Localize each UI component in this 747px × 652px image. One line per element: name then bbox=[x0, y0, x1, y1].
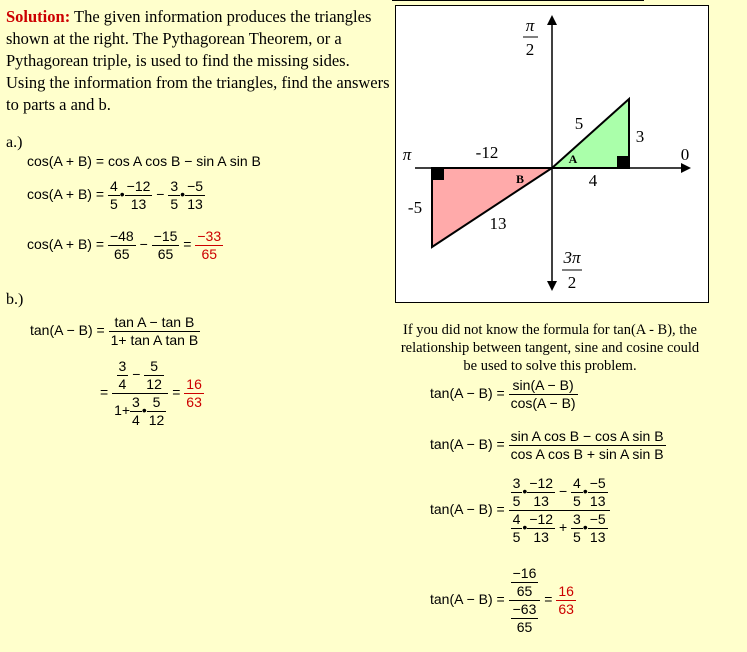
solution-label: Solution: bbox=[6, 7, 71, 26]
part-b-result: $\frac{16}{63}$ bbox=[186, 376, 202, 410]
lhs: tan(A − B) = bbox=[430, 591, 505, 608]
part-b-line-2: = $\frac{3}{4}$ − $\frac{5}{12}$ 1+ $\frac{3}{4}$ • $\frac{5}{12}$ = $\frac{16}{63}$ bbox=[100, 358, 202, 428]
alt-line-3: tan(A − B) = $\frac{3}{5}$ • $\frac{-12}{13}$ − $\frac{4}{5}$ • $\frac{-5}{13}$ $\frac{4}{5}$ • $\frac{-12}{13}$ + $\frac{3}{5}$ • $\frac{-5}{13}$ bbox=[430, 475, 610, 546]
alt-line-1: tan(A − B) = $\frac{\sin(A - B)}{\cos(A - B)}$ bbox=[430, 377, 576, 411]
triangle-diagram bbox=[395, 5, 709, 303]
fraction: $\frac{-15}{65}$ bbox=[153, 228, 178, 262]
pi-over-2-num: π bbox=[525, 16, 535, 35]
fraction: $\frac{-5}{13}$ bbox=[187, 178, 204, 212]
lhs: tan(A − B) = bbox=[430, 436, 505, 453]
alt-result: $\frac{16}{63}$ bbox=[558, 583, 574, 617]
pi-over-2-den: 2 bbox=[525, 40, 535, 59]
complex-fraction: $\frac{3}{4}$ − $\frac{5}{12}$ 1+ $\frac{3}{4}$ • $\frac{5}{12}$ bbox=[112, 358, 168, 429]
alt-line-2: tan(A − B) = $\frac{\text{sin A cos B − cos A sin B}}{\text{cos A cos B + sin A sin B}}$ bbox=[430, 428, 664, 462]
angle-A-label: A bbox=[568, 152, 578, 166]
part-a-result: $\frac{-33}{65}$ bbox=[197, 228, 222, 262]
fraction: $\frac{3}{5}$ bbox=[170, 178, 179, 212]
alternate-method-note: If you did not know the formula for tan(A - B), the relationship between tangent, sine and cosine could be used to solve this problem. bbox=[400, 322, 700, 374]
hyp-5: 5 bbox=[574, 114, 584, 133]
part-b-label: b.) bbox=[6, 291, 24, 308]
zero-label: 0 bbox=[680, 145, 690, 164]
side-neg5: -5 bbox=[407, 198, 423, 217]
side-3: 3 bbox=[635, 127, 645, 146]
formula-fraction: $\frac{\text{tan A − tan B}}{\text{1+ tan A tan B}}$ bbox=[110, 314, 199, 348]
right-angle-marker-B bbox=[432, 168, 444, 180]
lhs: cos(A + B) = bbox=[27, 153, 105, 169]
hyp-13: 13 bbox=[489, 214, 507, 233]
fraction: $\frac{4}{5}$ bbox=[109, 178, 118, 212]
part-a-label: a.) bbox=[6, 134, 23, 151]
lhs: cos(A + B) = bbox=[27, 186, 105, 203]
lhs: tan(A − B) = bbox=[430, 501, 505, 518]
solution-text: The given information produces the triangles shown at the right. The Pythagorean Theorem, or a Pythagorean triple, is used to find the missing sides. Using the information from the triangles, find the answers to parts a and b. bbox=[6, 7, 390, 114]
three-pi-over-2-den: 2 bbox=[567, 273, 577, 292]
lhs: tan(A − B) = bbox=[430, 385, 505, 402]
right-angle-marker-A bbox=[617, 156, 629, 168]
top-border-line bbox=[392, 0, 644, 1]
part-a-line-2: cos(A + B) = $\frac{4}{5}$ • $\frac{-12}{13}$ − $\frac{3}{5}$ • $\frac{-5}{13}$ bbox=[27, 178, 204, 212]
solution-intro bbox=[6, 6, 391, 116]
part-b-line-1 bbox=[30, 314, 200, 349]
part-a-line-3: cos(A + B) = $\frac{-48}{65}$ − $\frac{-15}{65}$ = $\frac{-33}{65}$ bbox=[27, 228, 222, 262]
side-4: 4 bbox=[588, 171, 598, 190]
three-pi-over-2-num: 3π bbox=[563, 248, 581, 267]
identity: cos A cos B − sin A sin B bbox=[107, 153, 261, 169]
part-a-line-1 bbox=[27, 153, 261, 169]
pi-label: π bbox=[402, 145, 412, 164]
angle-B-label: B bbox=[515, 172, 525, 186]
alt-line-4: tan(A − B) = $\frac{\frac{-16}{65}}{\frac{-63}{65}}$ = $\frac{16}{63}$ bbox=[430, 565, 574, 635]
lhs: cos(A + B) = bbox=[27, 236, 105, 253]
fraction: $\frac{-12}{13}$ bbox=[126, 178, 151, 212]
lhs: tan(A − B) = bbox=[30, 322, 105, 339]
side-neg12: -12 bbox=[475, 143, 499, 162]
fraction: $\frac{-48}{65}$ bbox=[109, 228, 134, 262]
